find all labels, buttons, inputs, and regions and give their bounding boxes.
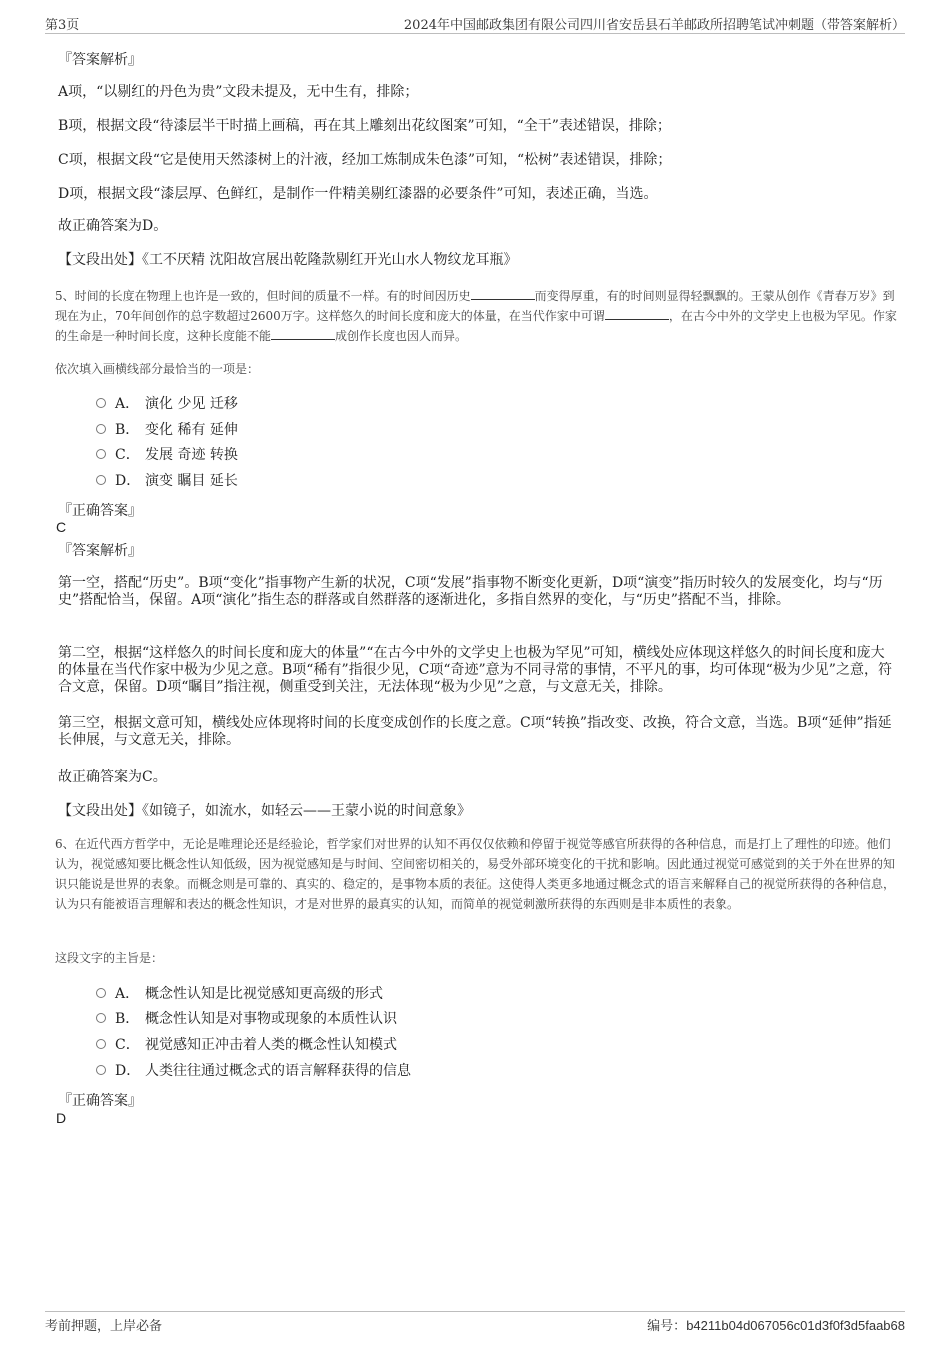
- q6-stem: 6、在近代西方哲学中，无论是唯理论还是经验论，哲学家们对世界的认知不再仅仅依赖和停留于视觉等感官所获得的各种信息，而是打上了理性的印迹。他们认为，视觉感知要比概念性认知低级，因为视觉感知是与时间、空间密切相关的，易受外部环境变化的干扰和影响。因此通过视觉可感觉到的关于外在世界的知识只能说是世界的表象。而概念则是可靠的、真实的、稳定的，是事物本质的表征。这使得人类更多地通过概念式的语言来解释自己的视觉所获得的各种信息，认为只有能被语言理解和表达的概念性知识，才是对世界的最真实的认知，而简单的视觉刺激所获得的东西则是非本质性的表象。: [55, 837, 896, 911]
- radio-icon[interactable]: [96, 475, 106, 485]
- q4-source-text: 《工不厌精 沈阳故宫展出乾隆款剔红开光山水人物纹龙耳瓶》: [142, 252, 518, 268]
- q5-correct-answer: C: [56, 519, 67, 535]
- header-rule: [45, 33, 905, 34]
- q5-conclusion: 故正确答案为C。: [58, 769, 167, 785]
- q6-option-b[interactable]: B． 概念性认知是对事物或现象的本质性认识: [96, 1009, 397, 1029]
- q5-prompt: 依次填入画横线部分最恰当的一项是：: [55, 362, 260, 376]
- q6-option-c[interactable]: C． 视觉感知正冲击着人类的概念性认知模式: [96, 1035, 397, 1055]
- q6-correct-answer: D: [56, 1110, 67, 1126]
- q5-stem: 5、时间的长度在物理上也许是一致的，但时间的质量不一样。有的时间因历史 而变得厚重，有的时间则显得轻飘飘的。王蒙从创作《青春万岁》到现在为止，70年间创作的总字数超过2600万字。这样悠久的时间长度和庞大的体量，在当代作家中可谓 ，在古今中外的文学史上也极为罕见。作家的生命是一种时间长度，这种长度能不能 成创作长度也因人而异。: [55, 289, 897, 343]
- q5-option-b[interactable]: B． 变化 稀有 延伸: [96, 420, 238, 440]
- q5-analysis-1: 第一空，搭配“历史”。B项“变化”指事物产生新的状况，C项“发展”指事物不断变化更新，D项“演变”指历时较久的发展变化，均与“历史”搭配恰当，保留。A项“演化”指生态的群落或自然群落的逐渐进化，多指自然界的变化，与“历史”搭配不当，排除。: [58, 575, 883, 608]
- q4-analysis-a: A项，“以剔红的丹色为贵”文段未提及，无中生有，排除；: [58, 84, 419, 100]
- q5-source: [58, 800, 471, 820]
- footer-code-label: 编号：: [647, 1319, 687, 1334]
- q5-correct-label: 『正确答案』: [58, 503, 142, 519]
- q5-source-text: 《如镜子，如流水，如轻云——王蒙小说的时间意象》: [142, 803, 471, 819]
- document-title: 2024年中国邮政集团有限公司四川省安岳县石羊邮政所招聘笔试冲刺题（带答案解析）: [403, 18, 905, 33]
- footer-slogan: 考前押题，上岸必备: [45, 1319, 163, 1334]
- q4-source: [58, 249, 517, 269]
- q6-correct-label: 『正确答案』: [58, 1093, 142, 1109]
- q4-source-label: 【文段出处】: [58, 252, 142, 268]
- radio-icon[interactable]: [96, 398, 106, 408]
- page-number: 第3页: [45, 18, 80, 33]
- q5-analysis-2: 第二空，根据“这样悠久的时间长度和庞大的体量”“在古今中外的文学史上也极为罕见”可知，横线处应体现这样悠久的时间长度和庞大的体量在当代作家中极为少见之意。B项“稀有”指很少见，C项“奇迹”意为不同寻常的事情，不平凡的事，均可体现“极为少见”之意，符合文意，保留。D项“瞩目”指注视，侧重受到关注，无法体现“极为少见”之意，与文意无关，排除。: [58, 645, 892, 695]
- q5-option-a[interactable]: A． 演化 少见 迁移: [96, 394, 238, 414]
- q5-option-c[interactable]: C． 发展 奇迹 转换: [96, 445, 238, 465]
- footer-code-value: b4211b04d067056c01d3f0f3d5faab68: [686, 1318, 905, 1333]
- q4-analysis-d: D项，根据文段“漆层厚、色鲜红，是制作一件精美剔红漆器的必要条件”可知，表述正确，当选。: [58, 186, 658, 202]
- radio-icon[interactable]: [96, 1039, 106, 1049]
- q5-source-label: 【文段出处】: [58, 803, 142, 819]
- answer-blank: [605, 307, 669, 320]
- q4-analysis-b: B项，根据文段“待漆层半干时描上画稿，再在其上雕刻出花纹图案”可知，“全干”表述错误，排除；: [58, 118, 671, 134]
- q6-option-d[interactable]: D． 人类往往通过概念式的语言解释获得的信息: [96, 1061, 411, 1081]
- q5-analysis-3: 第三空，根据文意可知，横线处应体现将时间的长度变成创作的长度之意。C项“转换”指改变、改换，符合文意，当选。B项“延伸”指延长伸展，与文意无关，排除。: [58, 715, 892, 748]
- q5-analysis-label: 『答案解析』: [58, 543, 142, 559]
- radio-icon[interactable]: [96, 1065, 106, 1075]
- radio-icon[interactable]: [96, 988, 106, 998]
- answer-blank: [471, 287, 535, 300]
- q4-analysis-c: C项，根据文段“它是使用天然漆树上的汁液，经加工炼制成朱色漆”可知，“松树”表述错误，排除；: [58, 152, 672, 168]
- q6-prompt: 这段文字的主旨是：: [55, 951, 164, 965]
- footer-code: [647, 1315, 905, 1334]
- q5-option-d[interactable]: D． 演变 瞩目 延长: [96, 471, 238, 491]
- q6-option-a[interactable]: A． 概念性认知是比视觉感知更高级的形式: [96, 984, 383, 1004]
- radio-icon[interactable]: [96, 449, 106, 459]
- radio-icon[interactable]: [96, 424, 106, 434]
- radio-icon[interactable]: [96, 1013, 106, 1023]
- q4-conclusion: 故正确答案为D。: [58, 218, 168, 234]
- q4-analysis-label: 『答案解析』: [58, 52, 142, 68]
- answer-blank: [271, 327, 335, 340]
- footer-rule: [45, 1311, 905, 1312]
